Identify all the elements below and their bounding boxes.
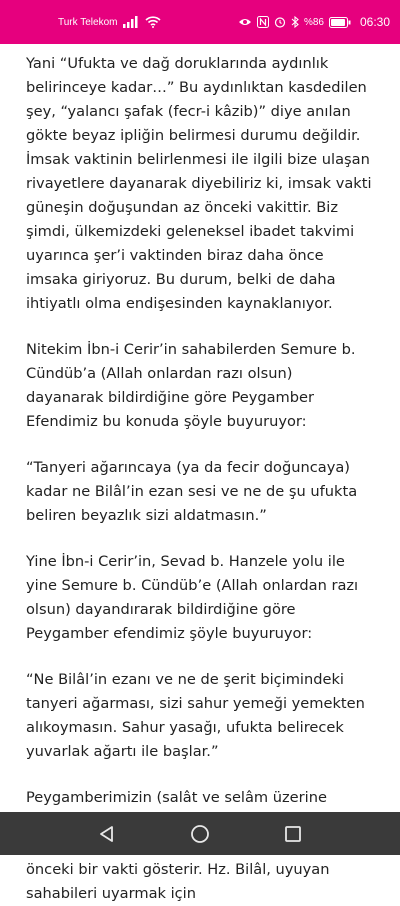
status-bar: [0, 0, 400, 44]
article-quote: “Tanyeri ağarıncaya (ya da fecir doğuncaya) kadar ne Bilâl’in ezan sesi ve ne de şu ufukta beliren beyazlık sizi aldatmasın.”: [26, 459, 358, 524]
article-paragraph: Peygamberimizin (salât ve selâm üzerine önceki bir vakti gösterir. Hz. Bilâl, uyuyan sahabileri uyarmak için: [26, 789, 330, 902]
clock-time: 06:30: [359, 15, 390, 29]
status-bar-left: [58, 16, 161, 28]
signal-icon: [123, 16, 139, 28]
wifi-icon: [145, 16, 161, 28]
alarm-icon: [274, 16, 286, 28]
nfc-icon: [257, 16, 269, 28]
article-content[interactable]: [0, 44, 400, 902]
battery-percent: %86: [303, 16, 324, 28]
article-quote: “Ne Bilâl’in ezanı ve ne de şerit biçimindeki tanyeri ağarması, sizi sahur yemeği yemekten alıkoymasın. Sahur yasağı, ufukta belirecek yuvarlak ağartı ile başlar.”: [26, 671, 365, 760]
bluetooth-icon: [291, 16, 299, 28]
battery-icon: [329, 17, 351, 28]
recents-square-icon: [284, 825, 302, 843]
home-button[interactable]: [188, 822, 212, 846]
home-circle-icon: [190, 824, 210, 844]
carrier-name: Turk Telekom: [58, 16, 118, 28]
eye-icon: [238, 17, 252, 27]
status-bar-right: [238, 15, 390, 29]
back-triangle-icon: [98, 825, 116, 843]
navigation-bar: [0, 812, 400, 855]
back-button[interactable]: [95, 822, 119, 846]
article-paragraph: Yani “Ufukta ve dağ doruklarında aydınlık belirinceye kadar…” Bu aydınlıktan kasdedilen şey, “yalancı şafak (fecr-i kâzib)” diye anılan gökte beyaz ipliğin belirmesi durumu değildir. İmsak vaktinin belirlenmesi ile ilgili bize ulaşan rivayetlere dayanarak diyebiliriz ki, imsak vakti güneşin doğuşundan az önceki vakittir. Biz şimdi, ülkemizdeki geleneksel ibadet takvimi uyarınca şer’i vaktinden biraz daha önce imsaka giriyoruz. Bu durum, belki de daha ihtiyatlı olma endişesinden kaynaklanıyor.: [26, 55, 372, 312]
recents-button[interactable]: [281, 822, 305, 846]
article-paragraph: Nitekim İbn-i Cerir’in sahabilerden Semure b. Cündüb’a (Allah onlardan razı olsun) dayanarak bildirdiğine göre Peygamber Efendimiz bu konuda şöyle buyuruyor:: [26, 341, 356, 430]
article-paragraph: Yine İbn-i Cerir’in, Sevad b. Hanzele yolu ile yine Semure b. Cündüb’e (Allah onlardan razı olsun) dayandırarak bildirdiğine göre Peygamber efendimiz şöyle buyuruyor:: [26, 553, 359, 642]
